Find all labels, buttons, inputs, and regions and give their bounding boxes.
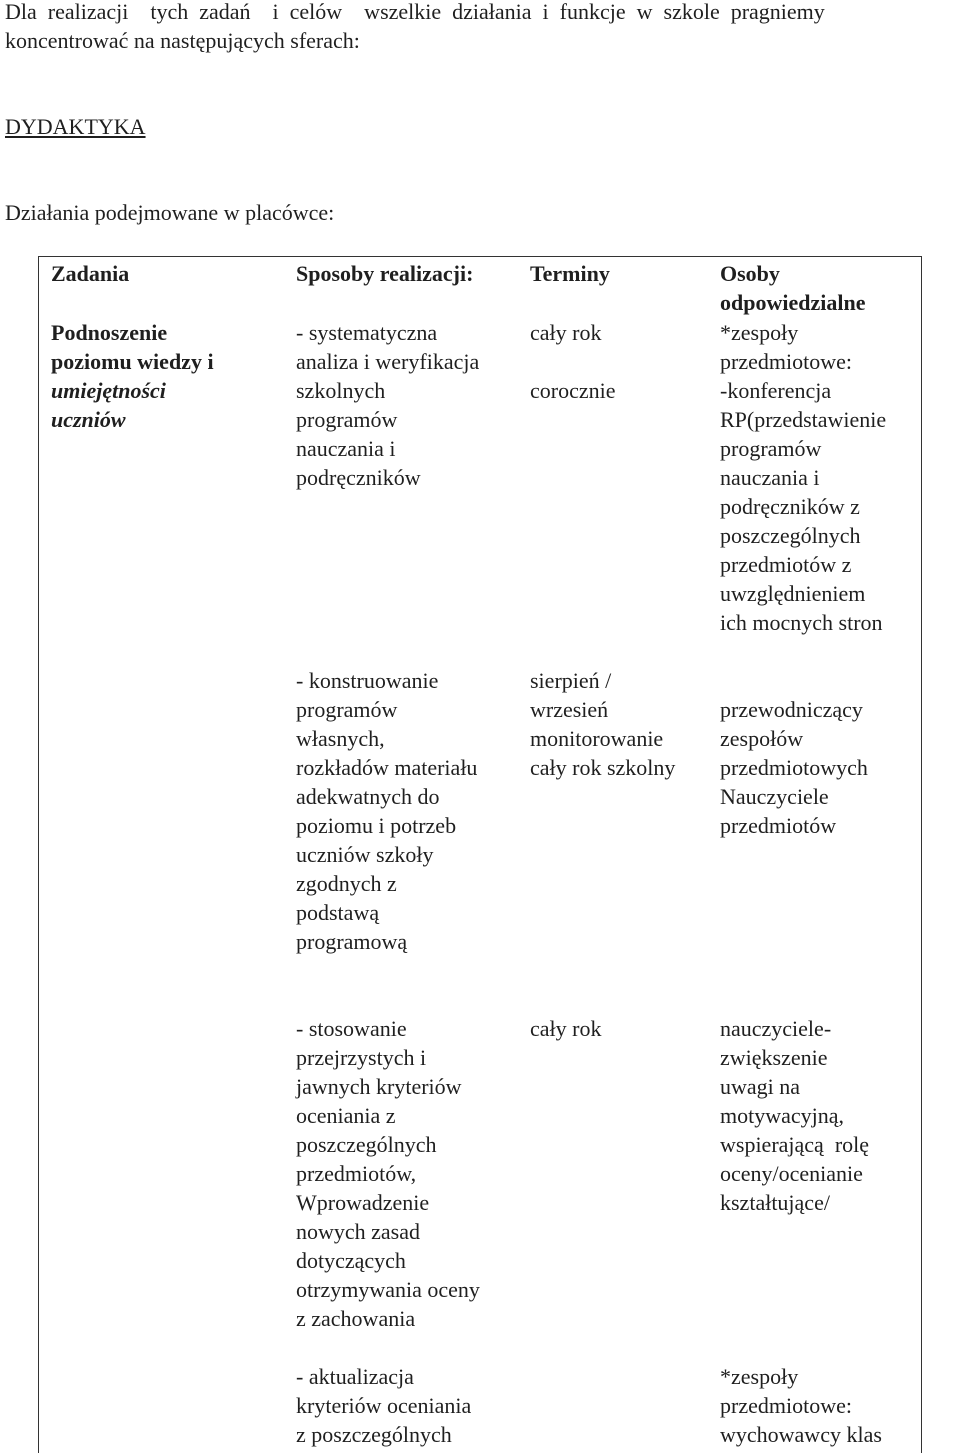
subsection-title: Działania podejmowane w placówce: bbox=[5, 200, 335, 225]
activities-table bbox=[38, 256, 922, 1453]
row-2-osoby: przewodniczący zespołów przedmiotowych Nauczyciele przedmiotów bbox=[720, 697, 868, 838]
row-2-terminy: sierpień / wrzesień monitorowanie cały rok szkolny bbox=[530, 668, 676, 780]
section-title: DYDAKTYKA bbox=[5, 114, 146, 139]
intro-paragraph bbox=[5, 0, 955, 55]
header-sposoby-realizacji: Sposoby realizacji: bbox=[296, 261, 474, 286]
row-3-sposoby: - stosowanie przejrzystych i jawnych kryteriów oceniania z poszczególnych przedmiotów, Wprowadzenie nowych zasad dotyczących otrzymywania oceny z zachowania bbox=[296, 1016, 480, 1331]
intro-line-2: koncentrować na następujących sferach: bbox=[5, 28, 360, 53]
row-1-terminy: cały rok corocznie bbox=[530, 320, 616, 403]
row-3-osoby: nauczyciele- zwiększenie uwagi na motywacyjną, wspierającą rolę oceny/ocenianie kształtujące/ bbox=[720, 1016, 870, 1215]
header-osoby-odpowiedzialne: Osoby odpowiedzialne bbox=[720, 261, 866, 315]
row-1-sposoby: - systematyczna analiza i weryfikacja szkolnych programów nauczania i podręczników bbox=[296, 320, 480, 490]
row-4-osoby: *zespoły przedmiotowe: wychowawcy klas bbox=[720, 1364, 882, 1447]
intro-line-1: Dla realizacji tych zadań i celów wszelkie działania i funkcje w szkole pragniemy bbox=[5, 0, 825, 24]
row-3-terminy: cały rok bbox=[530, 1016, 602, 1041]
row-2-sposoby: - konstruowanie programów własnych, rozkładów materiału adekwatnych do poziomu i potrzeb uczniów szkoły zgodnych z podstawą programową bbox=[296, 668, 478, 954]
header-zadania: Zadania bbox=[51, 261, 130, 286]
row-4-sposoby: - aktualizacja kryteriów oceniania z poszczególnych bbox=[296, 1364, 472, 1447]
header-terminy: Terminy bbox=[530, 261, 610, 286]
row-1-osoby: *zespoły przedmiotowe: -konferencja RP(przedstawienie programów nauczania i podręczników z poszczególnych przedmiotów z uwzględnieniem ich mocnych stron bbox=[720, 320, 887, 635]
task-cell: Podnoszenie poziomu wiedzy i umiejętności uczniów bbox=[51, 320, 214, 432]
